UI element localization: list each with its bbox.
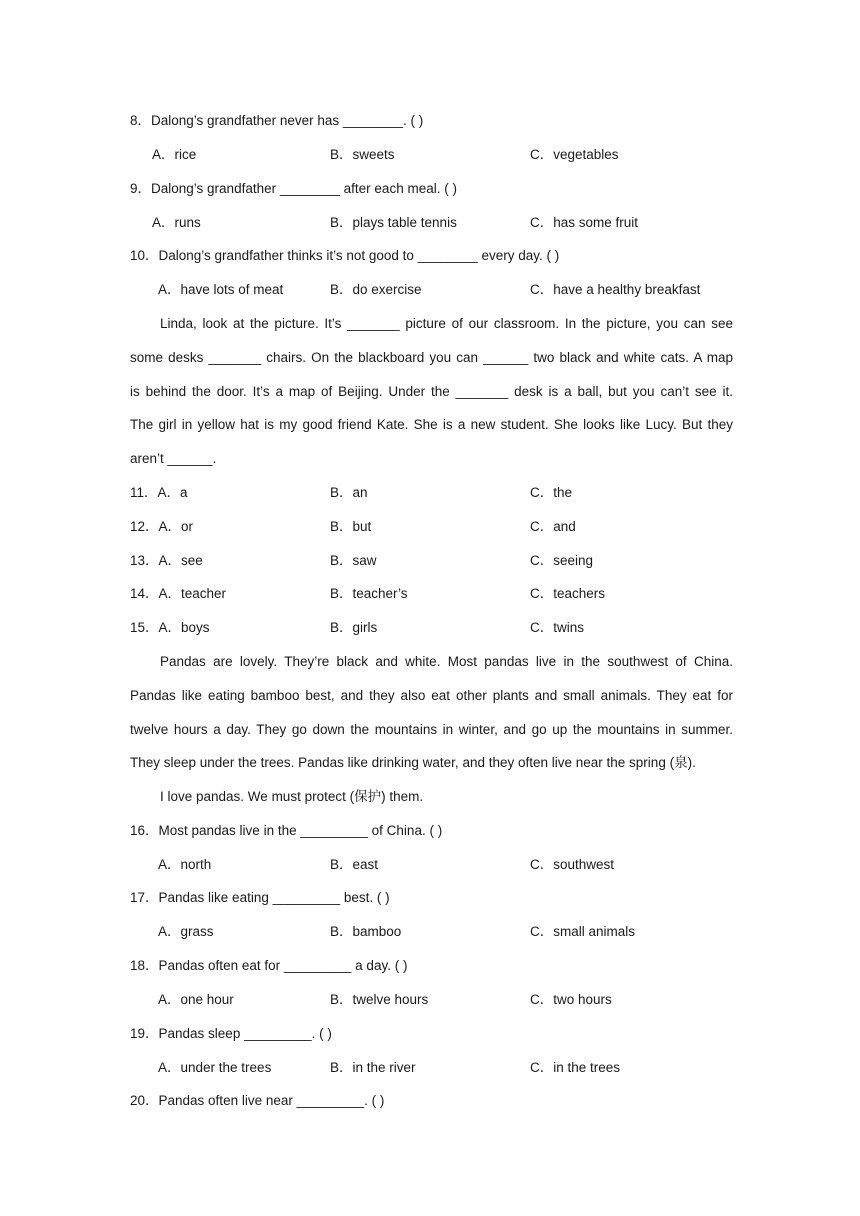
cloze-passage-line-3: is behind the door. It’s a map of Beijing. Under the _______ desk is a ball, but you can’t see it.: [130, 384, 733, 399]
question-18-option-a: A．one hour: [158, 992, 234, 1007]
question-11-option-a: 11．A．a: [130, 485, 188, 500]
question-14-option-a: 14．A．teacher: [130, 586, 227, 601]
question-16-stem: 16．Most pandas live in the _________ of China. ( ): [130, 823, 443, 838]
question-15-option-c: C．twins: [530, 620, 585, 635]
question-13-option-a: 13．A．see: [130, 553, 203, 568]
question-11-option-b: B．an: [330, 485, 368, 500]
question-8-option-a: A．rice: [152, 147, 197, 162]
question-18-stem: 18．Pandas often eat for _________ a day. ( ): [130, 958, 408, 973]
question-10-stem: 10．Dalong’s grandfather thinks it’s not good to ________ every day. ( ): [130, 248, 560, 263]
question-9-option-b: B．plays table tennis: [330, 215, 457, 230]
question-19-option-c: C．in the trees: [530, 1060, 621, 1075]
question-19-stem: 19．Pandas sleep _________. ( ): [130, 1026, 332, 1041]
question-11-option-c: C．the: [530, 485, 573, 500]
question-8-option-c: C．vegetables: [530, 147, 619, 162]
question-10-option-c: C．have a healthy breakfast: [530, 282, 701, 297]
question-13-option-c: C．seeing: [530, 553, 594, 568]
reading-passage-line-4: They sleep under the trees. Pandas like drinking water, and they often live near the spring (泉).: [130, 755, 696, 770]
cloze-passage-line-2: some desks _______ chairs. On the blackboard you can ______ two black and white cats. A map: [130, 350, 733, 365]
question-20-stem: 20．Pandas often live near _________. ( ): [130, 1093, 385, 1108]
question-9-stem: 9．Dalong’s grandfather ________ after each meal. ( ): [130, 181, 457, 196]
cloze-passage-line-4: The girl in yellow hat is my good friend Kate. She is a new student. She looks like Lucy. But they: [130, 417, 733, 432]
question-9-option-a: A．runs: [152, 215, 201, 230]
question-17-option-c: C．small animals: [530, 924, 636, 939]
question-10-option-b: B．do exercise: [330, 282, 422, 297]
reading-passage-line-1: Pandas are lovely. They’re black and white. Most pandas live in the southwest of China.: [160, 654, 733, 669]
question-9-option-c: C．has some fruit: [530, 215, 639, 230]
question-17-stem: 17．Pandas like eating _________ best. ( ): [130, 890, 390, 905]
reading-passage-line-5: I love pandas. We must protect (保护) them.: [160, 789, 424, 804]
question-14-option-c: C．teachers: [530, 586, 606, 601]
question-16-option-b: B．east: [330, 857, 379, 872]
question-18-option-c: C．two hours: [530, 992, 612, 1007]
question-15-option-a: 15．A．boys: [130, 620, 210, 635]
question-12-option-b: B．but: [330, 519, 372, 534]
question-17-option-a: A．grass: [158, 924, 214, 939]
question-12-option-c: C．and: [530, 519, 576, 534]
question-13-option-b: B．saw: [330, 553, 377, 568]
question-15-option-b: B．girls: [330, 620, 378, 635]
question-8-stem: 8．Dalong’s grandfather never has ________. ( ): [130, 113, 424, 128]
question-14-option-b: B．teacher’s: [330, 586, 408, 601]
question-10-option-a: A．have lots of meat: [158, 282, 284, 297]
question-8-option-b: B．sweets: [330, 147, 395, 162]
cloze-passage-line-1: Linda, look at the picture. It’s _______ picture of our classroom. In the picture, you can see: [160, 316, 733, 331]
question-19-option-a: A．under the trees: [158, 1060, 272, 1075]
question-12-option-a: 12．A．or: [130, 519, 194, 534]
reading-passage-line-2: Pandas like eating bamboo best, and they also eat other plants and small animals. They eat for: [130, 688, 733, 703]
question-16-option-c: C．southwest: [530, 857, 615, 872]
reading-passage-line-3: twelve hours a day. They go down the mountains in winter, and go up the mountains in summer.: [130, 722, 733, 737]
question-17-option-b: B．bamboo: [330, 924, 402, 939]
question-16-option-a: A．north: [158, 857, 212, 872]
question-19-option-b: B．in the river: [330, 1060, 416, 1075]
question-18-option-b: B．twelve hours: [330, 992, 429, 1007]
cloze-passage-line-5: aren’t ______.: [130, 451, 217, 466]
